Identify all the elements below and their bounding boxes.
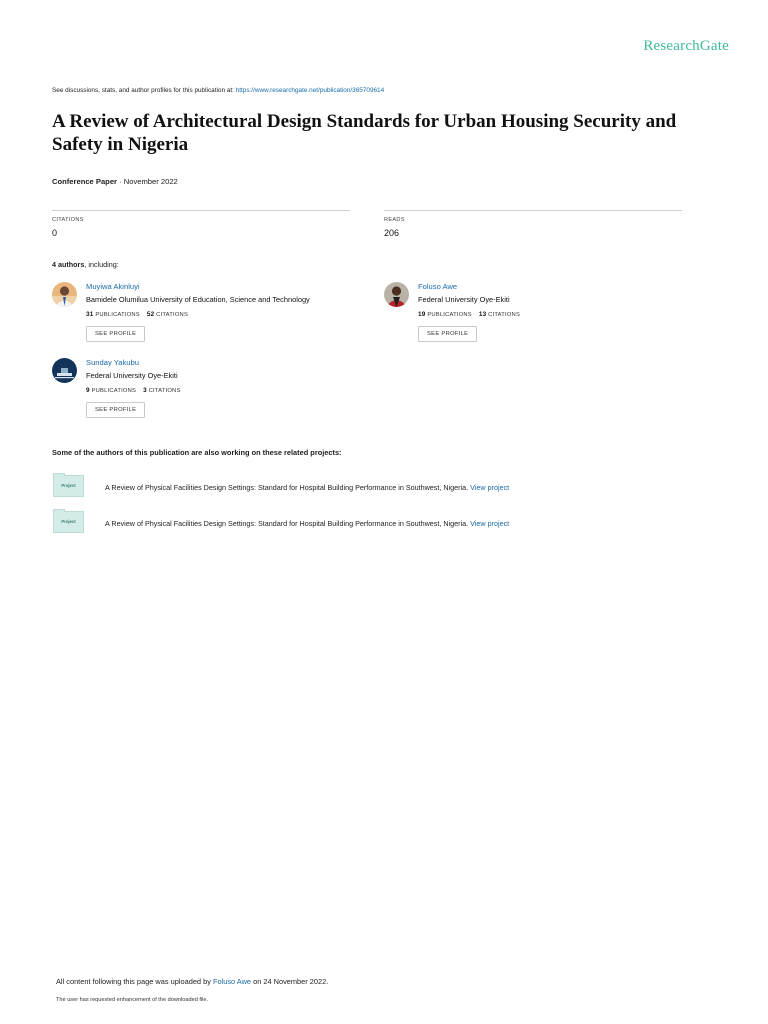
- author-name-link[interactable]: Foluso Awe: [418, 282, 458, 291]
- publications-count: 9: [86, 387, 90, 394]
- citations-count: 3: [143, 387, 147, 394]
- reads-stat: [384, 210, 682, 238]
- citations-label: CITATIONS: [156, 312, 189, 318]
- project-title: A Review of Physical Facilities Design Settings: Standard for Hospital Building Performance in Southwest, Nigeria.: [105, 483, 471, 492]
- authors-suffix: , including:: [84, 260, 119, 269]
- paper-title: A Review of Architectural Design Standards for Urban Housing Security and Safety in Nigeria: [52, 111, 677, 155]
- citations-count: 13: [478, 311, 487, 318]
- author-avatar[interactable]: [52, 282, 77, 307]
- upload-suffix: on 24 November 2022.: [251, 977, 329, 986]
- author-institution: Federal University Oye-Ekiti: [418, 295, 510, 304]
- uploader-link[interactable]: Foluso Awe: [212, 977, 252, 986]
- author-name-link[interactable]: Sunday Yakubu: [86, 358, 139, 367]
- publications-label: PUBLICATIONS: [91, 388, 137, 394]
- related-projects-heading: Some of the authors of this publication are also working on these related projects:: [52, 448, 342, 457]
- author-name-link[interactable]: Muyiwa Akinluyi: [86, 282, 140, 291]
- meta-separator: ·: [117, 177, 124, 186]
- citations-label: CITATIONS: [52, 217, 84, 223]
- author-counts: [86, 387, 356, 394]
- project-description: [105, 519, 509, 528]
- authors-heading: [52, 260, 119, 269]
- author-counts: [86, 311, 356, 318]
- authors-count: 4 authors: [52, 260, 85, 269]
- see-profile-button[interactable]: SEE PROFILE: [86, 402, 145, 418]
- see-profile-button[interactable]: SEE PROFILE: [418, 326, 477, 342]
- view-project-link[interactable]: View project: [470, 519, 510, 528]
- publications-count: 19: [418, 311, 426, 318]
- paper-date: November 2022: [123, 177, 178, 186]
- author-institution: Bamidele Olumilua University of Education, Science and Technology: [86, 295, 310, 304]
- paper-type: Conference Paper: [52, 177, 117, 186]
- reads-value: 206: [384, 228, 400, 238]
- citations-label: CITATIONS: [488, 312, 521, 318]
- enhancement-note: The user has requested enhancement of the downloaded file.: [56, 997, 209, 1003]
- view-project-link[interactable]: View project: [470, 483, 510, 492]
- project-folder-icon: [53, 475, 84, 497]
- project-thumb-label: Project: [61, 519, 76, 524]
- upload-note: [56, 977, 328, 986]
- project-folder-icon: [53, 511, 84, 533]
- publication-url-link[interactable]: https://www.researchgate.net/publication/365709614: [235, 87, 385, 94]
- project-thumb-label: Project: [61, 483, 76, 488]
- publications-count: 31: [86, 311, 94, 318]
- upload-prefix: All content following this page was uploaded by: [56, 977, 213, 986]
- related-project-item: [52, 511, 612, 535]
- publications-label: PUBLICATIONS: [95, 312, 140, 318]
- researchgate-logo[interactable]: ResearchGate: [643, 38, 729, 54]
- publications-label: PUBLICATIONS: [427, 312, 472, 318]
- citations-stat: [52, 210, 350, 238]
- discussions-text: See discussions, stats, and author profiles for this publication at:: [52, 87, 236, 94]
- author-avatar[interactable]: [52, 358, 77, 383]
- citations-label: CITATIONS: [148, 388, 181, 394]
- reads-label: READS: [384, 217, 405, 223]
- project-description: [105, 483, 509, 492]
- project-title: A Review of Physical Facilities Design Settings: Standard for Hospital Building Performance in Southwest, Nigeria.: [105, 519, 471, 528]
- author-avatar[interactable]: [384, 282, 409, 307]
- see-profile-button[interactable]: SEE PROFILE: [86, 326, 145, 342]
- author-counts: [418, 311, 688, 318]
- paper-meta: [52, 177, 178, 186]
- citations-value: 0: [52, 228, 58, 238]
- related-project-item: [52, 475, 612, 499]
- discussions-line: [52, 87, 384, 94]
- citations-count: 52: [146, 311, 155, 318]
- author-institution: Federal University Oye-Ekiti: [86, 371, 178, 380]
